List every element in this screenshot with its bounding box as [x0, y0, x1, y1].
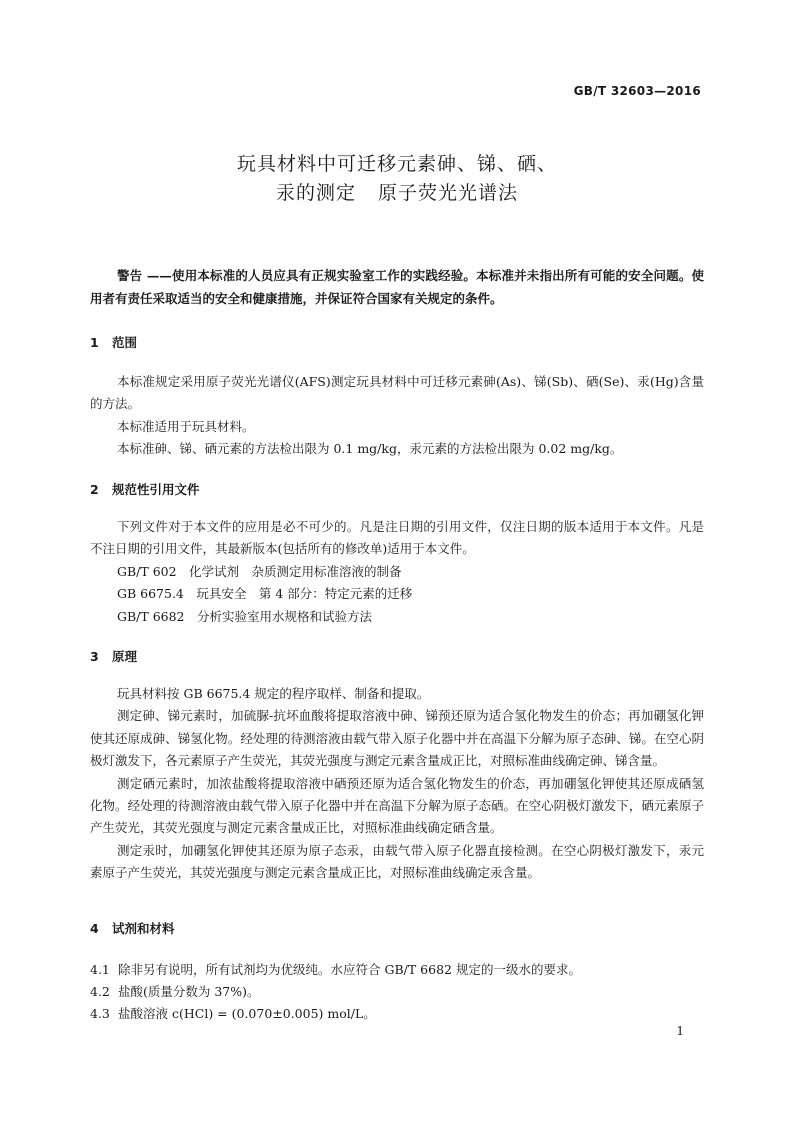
paragraph: 本标准适用于玩具材料。	[117, 418, 255, 434]
paragraph: 下列文件对于本文件的应用是必不可少的。凡是注日期的引用文件，仅注日期的版本适用于本文件。凡是不注日期的引用文件，其最新版本(包括所有的修改单)适用于本文件。	[90, 519, 704, 557]
section-title: 范围	[112, 335, 138, 350]
title-line-2-part-2: 原子荧光光谱法	[378, 182, 519, 204]
paragraph: 测定汞时，加硼氢化钾使其还原为原子态汞，由载气带入原子化器直接检测。在空心阴极灯激发下，汞元素原子产生荧光，其荧光强度与测定元素含量成正比，对照标准曲线确定汞含量。	[90, 842, 704, 881]
clause-text: 盐酸(质量分数为 37%)。	[118, 984, 260, 999]
section-3-body	[90, 683, 704, 885]
clause-text: 盐酸溶液 c(HCl) = (0.070±0.005) mol/L。	[118, 1006, 376, 1021]
section-number: 4	[90, 921, 99, 936]
paragraph: 测定硒元素时，加浓盐酸将提取溶液中硒预还原为适合氢化物发生的价态，再加硼氢化钾使其还原成硒氢化物。经处理的待测溶液由载气带入原子化器中并在高温下分解为原子态硒。在空心阴极灯激发下，硒元素原子产生荧光，其荧光强度与测定元素含量成正比，对照标准曲线确定硒含量。	[90, 775, 704, 836]
section-number: 1	[90, 335, 99, 350]
page-number: 1	[676, 1024, 684, 1038]
clause-4-1	[90, 960, 581, 978]
section-3-heading	[90, 647, 137, 665]
clause-number: 4.2	[90, 984, 110, 999]
section-2-body	[90, 516, 704, 628]
warning-paragraph: 警告 ——使用本标准的人员应具有正规实验室工作的实践经验。本标准并未指出所有可能的安全问题。使用者有责任采取适当的安全和健康措施，并保证符合国家有关规定的条件。	[90, 268, 704, 306]
title-line-2	[0, 179, 794, 208]
section-title: 规范性引用文件	[112, 482, 200, 497]
clause-number: 4.1	[90, 962, 110, 977]
section-title: 原理	[112, 649, 138, 664]
section-2-heading	[90, 480, 200, 498]
paragraph: 本标准规定采用原子荧光光谱仪(AFS)测定玩具材料中可迁移元素砷(As)、锑(Sb)、硒(Se)、汞(Hg)含量的方法。	[90, 374, 704, 412]
reference-item: GB/T 602 化学试剂 杂质测定用标准溶液的制备	[117, 563, 402, 579]
standard-number: GB/T 32603—2016	[573, 84, 701, 98]
paragraph: 测定砷、锑元素时，加硫脲-抗坏血酸将提取溶液中砷、锑预还原为适合氢化物发生的价态；再加硼氢化钾使其还原成砷、锑氢化物。经处理的待测溶液由载气带入原子化器中并在高温下分解为原子态砷、锑。在空心阴极灯激发下，各元素原子产生荧光，其荧光强度与测定元素含量成正比，对照标准曲线确定砷、锑含量。	[90, 708, 704, 769]
title-line-1: 玩具材料中可迁移元素砷、锑、硒、	[236, 153, 557, 175]
section-4-heading	[90, 919, 175, 937]
section-title: 试剂和材料	[112, 921, 175, 936]
paragraph: 玩具材料按 GB 6675.4 规定的程序取样、制备和提取。	[117, 686, 430, 701]
section-1-body	[90, 371, 704, 461]
clause-4-2	[90, 982, 260, 1000]
title-line-2-part-1: 汞的测定	[275, 182, 356, 204]
section-1-heading	[90, 333, 137, 351]
reference-item: GB/T 6682 分析实验室用水规格和试验方法	[117, 608, 373, 624]
clause-text: 除非另有说明，所有试剂均为优级纯。水应符合 GB/T 6682 规定的一级水的要求。	[118, 962, 581, 977]
section-number: 2	[90, 482, 99, 497]
document-title	[0, 150, 794, 208]
paragraph: 本标准砷、锑、硒元素的方法检出限为 0.1 mg/kg，汞元素的方法检出限为 0.02 mg/kg。	[117, 441, 623, 457]
reference-item: GB 6675.4 玩具安全 第 4 部分：特定元素的迁移	[117, 586, 413, 602]
section-number: 3	[90, 649, 99, 664]
clause-number: 4.3	[90, 1006, 110, 1021]
clause-4-3	[90, 1004, 376, 1022]
